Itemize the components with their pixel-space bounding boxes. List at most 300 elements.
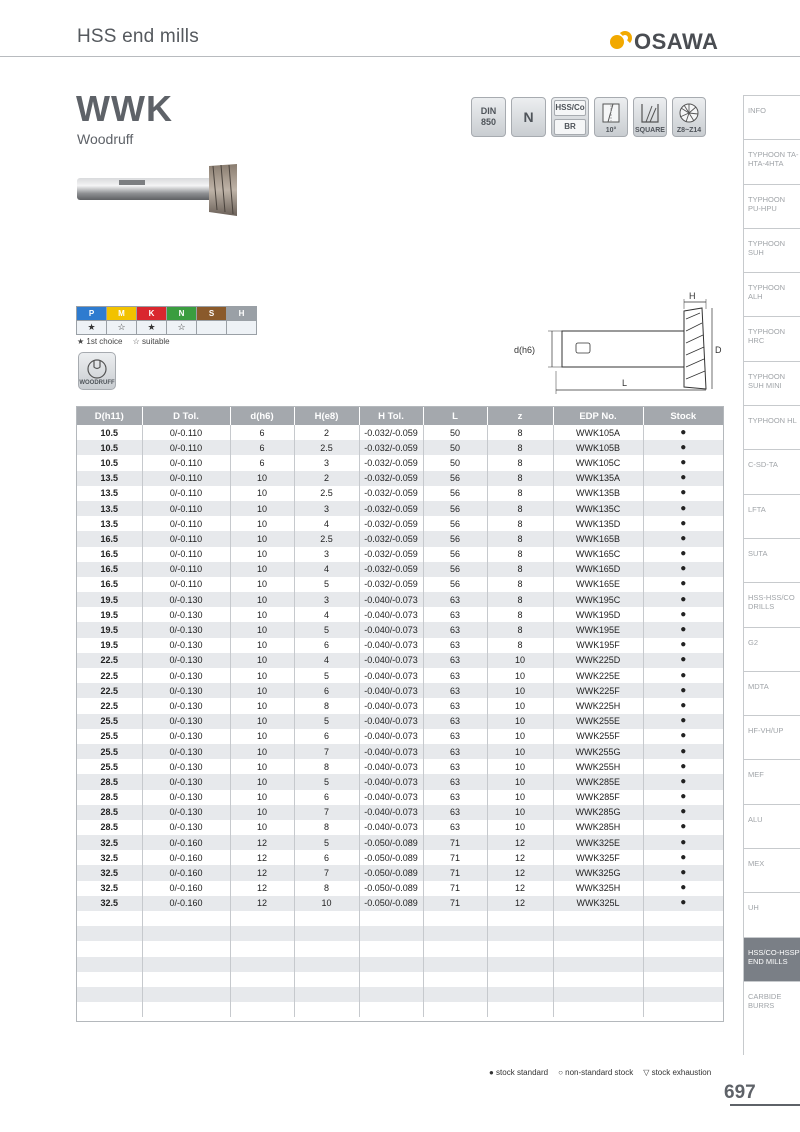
cell-l: 50: [423, 440, 487, 455]
cell-edp-no: WWK135D: [553, 516, 643, 531]
cell-d-tol: [142, 957, 230, 972]
cell-edp-no: WWK135B: [553, 486, 643, 501]
cell-h-e8: 4: [294, 516, 359, 531]
cell-d-h6: 10: [230, 668, 294, 683]
cell-stock: ●: [680, 730, 687, 742]
cell-edp-no: WWK165C: [553, 547, 643, 562]
cell-d-h6: 10: [230, 562, 294, 577]
cell-edp-no: WWK255F: [553, 729, 643, 744]
cell-stock: ●: [680, 548, 687, 560]
cell-l: 50: [423, 455, 487, 470]
cell-l: 71: [423, 865, 487, 880]
table-row: [77, 790, 723, 805]
iso-mark-n: ☆: [167, 321, 197, 335]
cell-l: 63: [423, 759, 487, 774]
cell-edp-no: [553, 987, 643, 1002]
page-number: 697: [724, 1082, 756, 1103]
product-spec-table: [77, 407, 723, 1017]
cell-h-e8: 2.5: [294, 531, 359, 546]
cell-edp-no: [553, 941, 643, 956]
cell-d-h6: 10: [230, 607, 294, 622]
cell-d-h11: 28.5: [77, 790, 142, 805]
cell-z: [487, 972, 553, 987]
cell-h-e8: 6: [294, 729, 359, 744]
cell-stock: ●: [680, 669, 687, 681]
sidebar-item-alu[interactable]: ALU: [743, 804, 800, 848]
cell-d-h6: 10: [230, 714, 294, 729]
cell-edp-no: WWK225E: [553, 668, 643, 683]
cell-h-e8: 5: [294, 835, 359, 850]
cell-edp-no: WWK255H: [553, 759, 643, 774]
sidebar-item-suta[interactable]: SUTA: [743, 538, 800, 582]
cell-d-h11: 22.5: [77, 653, 142, 668]
cell-l: 50: [423, 425, 487, 440]
cell-d-tol: 0/-0.130: [142, 729, 230, 744]
col-header-h-tol: H Tol.: [359, 407, 423, 425]
cell-edp-no: WWK195C: [553, 592, 643, 607]
cell-d-tol: 0/-0.110: [142, 471, 230, 486]
cell-l: 56: [423, 562, 487, 577]
cell-d-h11: 22.5: [77, 683, 142, 698]
sidebar-item-info[interactable]: INFO: [743, 95, 800, 139]
cell-edp-no: WWK255G: [553, 744, 643, 759]
cell-h-tol: -0.032/-0.059: [359, 562, 423, 577]
cell-z: 8: [487, 531, 553, 546]
cell-d-h11: 16.5: [77, 577, 142, 592]
sidebar-item-mex[interactable]: MEX: [743, 848, 800, 892]
sidebar-item-c-sd-ta[interactable]: C-SD-TA: [743, 449, 800, 493]
cell-d-tol: [142, 972, 230, 987]
sidebar-item-typhoon-pu-hpu[interactable]: TYPHOON PU-HPU: [743, 184, 800, 228]
cell-d-tol: 0/-0.130: [142, 774, 230, 789]
sidebar-item-typhoon-hrc[interactable]: TYPHOON HRC: [743, 316, 800, 360]
iso-group-n: N: [167, 307, 197, 321]
label-shank-diameter: d(h6): [514, 345, 536, 355]
cell-h-tol: [359, 941, 423, 956]
cell-h-tol: [359, 972, 423, 987]
cell-l: 56: [423, 471, 487, 486]
cell-h-e8: 5: [294, 622, 359, 637]
cell-z: 12: [487, 896, 553, 911]
cell-d-h6: 10: [230, 790, 294, 805]
cell-l: [423, 926, 487, 941]
cell-d-h11: 19.5: [77, 607, 142, 622]
cell-l: 56: [423, 531, 487, 546]
cell-z: 8: [487, 440, 553, 455]
cell-d-h11: 13.5: [77, 486, 142, 501]
cell-d-tol: 0/-0.110: [142, 516, 230, 531]
cell-h-tol: -0.040/-0.073: [359, 622, 423, 637]
cell-z: 12: [487, 850, 553, 865]
cell-h-e8: 3: [294, 501, 359, 516]
cell-h-tol: -0.040/-0.073: [359, 668, 423, 683]
cell-d-h11: 25.5: [77, 744, 142, 759]
cell-d-h6: [230, 1002, 294, 1017]
cell-edp-no: WWK285H: [553, 820, 643, 835]
cell-stock: ●: [643, 714, 723, 729]
page-number-underline: [730, 1104, 800, 1106]
sidebar-item-typhoon-suh-mini[interactable]: TYPHOON SUH MINI: [743, 361, 800, 405]
col-header-d-h6: d(h6): [230, 407, 294, 425]
iso-group-k: K: [137, 307, 167, 321]
legend-suitable: ☆ suitable: [132, 337, 170, 346]
cell-h-e8: 5: [294, 577, 359, 592]
cell-h-e8: 4: [294, 653, 359, 668]
cell-d-h6: 6: [230, 425, 294, 440]
keyseat-icon: [86, 358, 108, 380]
cell-stock: ●: [680, 426, 687, 438]
cell-l: 56: [423, 501, 487, 516]
cell-h-tol: [359, 926, 423, 941]
cell-d-tol: 0/-0.130: [142, 683, 230, 698]
cell-z: 10: [487, 744, 553, 759]
cell-h-tol: -0.040/-0.073: [359, 729, 423, 744]
sidebar-item-hss-hss-co-drills[interactable]: HSS-HSS/CO DRILLS: [743, 582, 800, 626]
table-row: [77, 668, 723, 683]
cell-h-tol: -0.040/-0.073: [359, 790, 423, 805]
iso-group-p: P: [77, 307, 107, 321]
col-header-stock: Stock: [643, 407, 723, 425]
sidebar-item-hss-co-hssp-end-mills[interactable]: HSS/CO-HSSP END MILLS: [743, 937, 800, 981]
woodruff-label: WOODRUFF: [79, 380, 115, 386]
cell-l: 71: [423, 835, 487, 850]
sidebar-item-mef[interactable]: MEF: [743, 759, 800, 803]
cell-d-h11: 16.5: [77, 562, 142, 577]
cell-l: [423, 987, 487, 1002]
cell-d-tol: 0/-0.110: [142, 486, 230, 501]
label-width: H: [689, 291, 696, 301]
hss-co-badge: [551, 97, 589, 137]
col-header-d-h11: D(h11): [77, 407, 142, 425]
woodruff-type-icon: [78, 352, 116, 390]
cell-d-h6: [230, 987, 294, 1002]
cell-d-tol: [142, 941, 230, 956]
sidebar-item-typhoon-hl[interactable]: TYPHOON HL: [743, 405, 800, 449]
legend-stock-standard: ● stock standard: [489, 1068, 549, 1077]
product-subtitle: Woodruff: [77, 131, 134, 147]
cell-d-h11: 10.5: [77, 425, 142, 440]
flutes-icon: [677, 102, 701, 126]
cell-l: 56: [423, 547, 487, 562]
cell-d-h6: 12: [230, 881, 294, 896]
cell-h-e8: [294, 941, 359, 956]
cell-d-tol: 0/-0.130: [142, 805, 230, 820]
end-type-badge: [633, 97, 667, 137]
cell-z: 12: [487, 881, 553, 896]
cell-h-e8: 7: [294, 865, 359, 880]
cell-z: 10: [487, 774, 553, 789]
cell-h-tol: [359, 1002, 423, 1017]
cell-edp-no: WWK225F: [553, 683, 643, 698]
cell-d-tol: 0/-0.160: [142, 850, 230, 865]
cell-d-h6: 10: [230, 547, 294, 562]
cell-d-h11: [77, 1002, 142, 1017]
cell-edp-no: WWK285E: [553, 774, 643, 789]
cell-stock: ●: [680, 517, 687, 529]
cell-h-tol: -0.040/-0.073: [359, 638, 423, 653]
cell-stock: [643, 911, 723, 926]
cell-stock: ●: [643, 592, 723, 607]
end-type-label: SQUARE: [635, 127, 665, 134]
flute-count-badge: [672, 97, 706, 137]
cell-h-tol: -0.032/-0.059: [359, 471, 423, 486]
cell-d-h6: 10: [230, 820, 294, 835]
cell-d-h6: 6: [230, 455, 294, 470]
cell-z: 8: [487, 425, 553, 440]
cell-z: 8: [487, 577, 553, 592]
flutes-label: Z8~Z14: [676, 127, 702, 134]
cell-h-tol: -0.032/-0.059: [359, 486, 423, 501]
cell-stock: ●: [680, 487, 687, 499]
cell-stock: [643, 957, 723, 972]
cell-d-h6: 10: [230, 774, 294, 789]
cell-h-e8: 2.5: [294, 486, 359, 501]
cell-z: 8: [487, 622, 553, 637]
sidebar-item-typhoon-suh[interactable]: TYPHOON SUH: [743, 228, 800, 272]
table-row: [77, 729, 723, 744]
cell-l: 63: [423, 729, 487, 744]
cell-stock: ●: [643, 774, 723, 789]
cell-l: 63: [423, 668, 487, 683]
cell-l: 63: [423, 607, 487, 622]
cell-l: [423, 911, 487, 926]
cell-stock: ●: [643, 744, 723, 759]
table-row: [77, 577, 723, 592]
cell-d-h6: 10: [230, 501, 294, 516]
cell-d-h11: 13.5: [77, 471, 142, 486]
cell-d-tol: 0/-0.160: [142, 881, 230, 896]
square-end-icon: [638, 102, 662, 126]
table-row: [77, 698, 723, 713]
cell-d-tol: 0/-0.110: [142, 531, 230, 546]
table-row: [77, 592, 723, 607]
cell-edp-no: WWK325E: [553, 835, 643, 850]
table-row: [77, 911, 723, 926]
cell-z: 10: [487, 805, 553, 820]
cell-h-e8: 2: [294, 471, 359, 486]
cell-d-tol: 0/-0.130: [142, 744, 230, 759]
cell-h-e8: 10: [294, 896, 359, 911]
cell-d-h11: 28.5: [77, 805, 142, 820]
cell-d-h11: 32.5: [77, 850, 142, 865]
sidebar-item-g2[interactable]: G2: [743, 627, 800, 671]
cell-d-h6: 10: [230, 516, 294, 531]
iso-group-m: M: [107, 307, 137, 321]
sidebar-item-typhoon-ta-hta-4hta[interactable]: TYPHOON TA-HTA-4HTA: [743, 139, 800, 183]
cell-h-tol: -0.050/-0.089: [359, 835, 423, 850]
cell-h-tol: -0.040/-0.073: [359, 698, 423, 713]
header-divider: [0, 56, 800, 57]
table-row: [77, 531, 723, 546]
cell-h-tol: -0.032/-0.059: [359, 531, 423, 546]
cell-stock: [643, 941, 723, 956]
cell-l: 63: [423, 744, 487, 759]
table-row: [77, 455, 723, 470]
cell-z: [487, 1002, 553, 1017]
cell-stock: ●: [643, 835, 723, 850]
hss-label: HSS/Co: [554, 100, 586, 116]
cell-l: [423, 972, 487, 987]
sidebar-item-carbide-burrs[interactable]: CARBIDE BURRS: [743, 981, 800, 1025]
cell-z: 8: [487, 547, 553, 562]
cell-h-tol: -0.040/-0.073: [359, 607, 423, 622]
cell-stock: ●: [643, 622, 723, 637]
coating-label: BR: [554, 119, 586, 135]
iso-group-s: S: [197, 307, 227, 321]
cell-z: [487, 957, 553, 972]
table-row: [77, 987, 723, 1002]
cell-edp-no: WWK225H: [553, 698, 643, 713]
cell-d-h6: 12: [230, 896, 294, 911]
legend-non-standard: ○ non-standard stock: [558, 1068, 634, 1077]
sidebar-item-lfta[interactable]: LFTA: [743, 494, 800, 538]
cell-l: 63: [423, 592, 487, 607]
table-row: [77, 425, 723, 440]
helix-icon: [600, 102, 622, 126]
iso-mark-k: ★: [137, 321, 167, 335]
cell-h-e8: 8: [294, 820, 359, 835]
cell-h-e8: 8: [294, 881, 359, 896]
cell-d-tol: 0/-0.110: [142, 440, 230, 455]
iso-mark-s: [197, 321, 227, 335]
table-row: [77, 714, 723, 729]
iso-mark-p: ★: [77, 321, 107, 335]
cell-d-h6: 10: [230, 729, 294, 744]
cell-l: [423, 941, 487, 956]
cell-h-e8: 4: [294, 607, 359, 622]
cell-d-tol: 0/-0.130: [142, 622, 230, 637]
cell-h-e8: 8: [294, 759, 359, 774]
cell-h-tol: -0.040/-0.073: [359, 683, 423, 698]
cell-h-tol: -0.050/-0.089: [359, 881, 423, 896]
cell-d-h11: [77, 926, 142, 941]
cell-d-tol: 0/-0.110: [142, 425, 230, 440]
cell-stock: ●: [680, 699, 687, 711]
cell-d-h11: [77, 911, 142, 926]
cell-l: 63: [423, 683, 487, 698]
sidebar-item-hf-vh-up[interactable]: HF-VH/UP: [743, 715, 800, 759]
legend-exhaustion: ▽ stock exhaustion: [643, 1068, 712, 1077]
cell-z: 8: [487, 486, 553, 501]
cell-h-e8: 6: [294, 790, 359, 805]
dimension-diagram: [512, 291, 722, 401]
table-row: [77, 1002, 723, 1017]
cell-d-h6: 12: [230, 835, 294, 850]
cell-edp-no: [553, 957, 643, 972]
cell-d-h11: [77, 957, 142, 972]
cell-h-e8: 5: [294, 668, 359, 683]
table-row: [77, 622, 723, 637]
sidebar-item-typhoon-alh[interactable]: TYPHOON ALH: [743, 272, 800, 316]
cell-l: 63: [423, 774, 487, 789]
cell-l: 63: [423, 790, 487, 805]
cell-edp-no: [553, 926, 643, 941]
cell-d-tol: 0/-0.130: [142, 607, 230, 622]
table-row: [77, 972, 723, 987]
cell-edp-no: WWK105B: [553, 440, 643, 455]
cell-d-h11: 32.5: [77, 896, 142, 911]
cell-h-e8: 3: [294, 455, 359, 470]
cell-d-tol: 0/-0.130: [142, 820, 230, 835]
cell-l: [423, 1002, 487, 1017]
cell-d-h11: 32.5: [77, 865, 142, 880]
cell-z: [487, 926, 553, 941]
iso-legend: [77, 337, 178, 346]
spec-badges: [471, 97, 706, 137]
cell-d-h6: 10: [230, 683, 294, 698]
cell-z: 10: [487, 729, 553, 744]
osawa-logo-icon: [610, 31, 632, 53]
table-row: [77, 683, 723, 698]
cell-h-tol: -0.040/-0.073: [359, 653, 423, 668]
helix-label: 10°: [605, 127, 617, 134]
table-row: [77, 440, 723, 455]
cell-z: 8: [487, 516, 553, 531]
cell-h-e8: [294, 972, 359, 987]
cell-edp-no: WWK325H: [553, 881, 643, 896]
legend-first-choice: ★ 1st choice: [77, 337, 123, 346]
table-row: [77, 896, 723, 911]
sidebar-item-mdta[interactable]: MDTA: [743, 671, 800, 715]
cell-h-tol: [359, 987, 423, 1002]
iso-mark-m: ☆: [107, 321, 137, 335]
cell-d-h6: 10: [230, 622, 294, 637]
cell-d-h6: 10: [230, 486, 294, 501]
helix-angle-badge: [594, 97, 628, 137]
cell-h-e8: [294, 1002, 359, 1017]
sidebar-item-uh[interactable]: UH: [743, 892, 800, 936]
table-row: [77, 516, 723, 531]
table-row: [77, 805, 723, 820]
cell-d-h6: 10: [230, 744, 294, 759]
cell-h-e8: 4: [294, 562, 359, 577]
cell-h-e8: [294, 911, 359, 926]
cell-edp-no: WWK105C: [553, 455, 643, 470]
table-row: [77, 638, 723, 653]
cell-stock: ●: [643, 501, 723, 516]
cell-edp-no: WWK195F: [553, 638, 643, 653]
cell-d-tol: 0/-0.160: [142, 835, 230, 850]
table-row: [77, 820, 723, 835]
cell-h-tol: -0.040/-0.073: [359, 820, 423, 835]
din-number: 850: [480, 117, 497, 127]
cell-stock: ●: [680, 639, 687, 651]
cell-d-tol: [142, 1002, 230, 1017]
cell-h-tol: [359, 957, 423, 972]
cell-d-tol: 0/-0.110: [142, 562, 230, 577]
cell-h-e8: 6: [294, 638, 359, 653]
cell-z: 10: [487, 714, 553, 729]
table-row: [77, 759, 723, 774]
col-header-h-e8: H(e8): [294, 407, 359, 425]
cell-edp-no: WWK285F: [553, 790, 643, 805]
table-row: [77, 941, 723, 956]
cell-h-tol: -0.032/-0.059: [359, 547, 423, 562]
cell-z: 12: [487, 835, 553, 850]
cell-d-h6: 12: [230, 865, 294, 880]
cell-d-h11: 25.5: [77, 714, 142, 729]
cell-d-h6: [230, 911, 294, 926]
cell-edp-no: WWK165B: [553, 531, 643, 546]
cell-h-tol: -0.040/-0.073: [359, 774, 423, 789]
cell-h-tol: -0.040/-0.073: [359, 759, 423, 774]
cell-h-e8: [294, 957, 359, 972]
cell-d-h6: 10: [230, 638, 294, 653]
cell-d-h11: 19.5: [77, 592, 142, 607]
cell-z: 10: [487, 790, 553, 805]
cell-l: [423, 957, 487, 972]
iso-material-table: [76, 306, 257, 335]
